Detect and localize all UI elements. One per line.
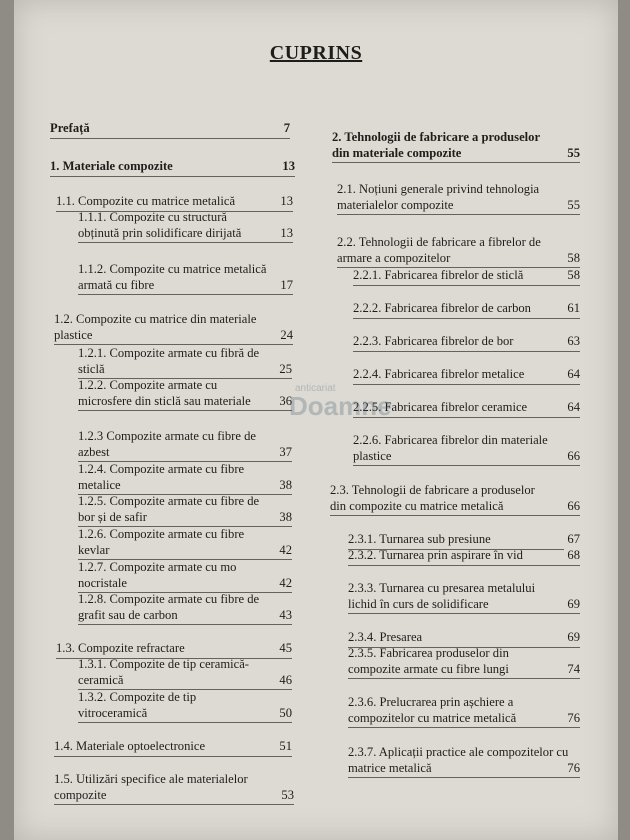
toc-entry-title: 1.2.4. Compozite armate cu fibre metalice [78, 462, 245, 492]
toc-entry-title: 2.3.3. Turnarea cu presarea metalului lichid în curs de solidificare [348, 581, 536, 611]
toc-entry-page: 50 [276, 706, 292, 722]
toc-entry-1-3-1[interactable] [78, 657, 292, 690]
toc-entry-title: 2.3.6. Prelucrarea prin așchiere a compozitelor cu matrice metalică [348, 695, 517, 725]
toc-entry-title: 2.3.4. Presarea [348, 630, 423, 644]
toc-entry-title: 2.3.2. Turnarea prin aspirare în vid [348, 548, 523, 562]
toc-entry-title: 1.2.1. Compozite armate cu fibră de sticlă [78, 346, 260, 376]
toc-entry-page: 64 [564, 367, 580, 383]
toc-entry-page: 63 [564, 334, 580, 350]
toc-entry-page: 55 [564, 146, 580, 162]
toc-entry-page: 42 [276, 543, 292, 559]
toc-entry-title: 1.1. Compozite cu matrice metalică [56, 194, 236, 208]
toc-entry-1-2-7[interactable] [78, 560, 292, 593]
toc-entry-1-1-2[interactable] [78, 262, 293, 295]
toc-entry-title: 1.2.5. Compozite armate cu fibre de bor și de safir [78, 494, 260, 524]
toc-entry-2-2[interactable] [337, 235, 580, 268]
toc-entry-page: 68 [564, 548, 580, 564]
toc-entry-title: 2.2.2. Fabricarea fibrelor de carbon [353, 301, 531, 315]
toc-entry-title: 1.1.1. Compozite cu structură obținută prin solidificare dirijată [78, 210, 242, 240]
page-title: CUPRINS [269, 42, 363, 64]
toc-entry-2-2-6[interactable] [353, 433, 580, 466]
toc-entry-title: 2.1. Noțiuni generale privind tehnologia materialelor compozite [337, 182, 540, 212]
toc-entry-page: 69 [564, 597, 580, 613]
toc-entry-title: Prefață [50, 121, 90, 135]
book-page [14, 0, 618, 840]
toc-entry-1-3[interactable] [56, 641, 292, 659]
toc-entry-page: 58 [564, 268, 580, 284]
toc-entry-2-1[interactable] [337, 182, 580, 215]
toc-entry-2-3-5[interactable] [348, 646, 580, 679]
toc-entry-title: 1.3.2. Compozite de tip vitroceramică [78, 690, 197, 720]
toc-entry-2-2-1[interactable] [353, 268, 580, 286]
toc-entry-title: 2.2. Tehnologii de fabricare a fibrelor de armare a compozitelor [337, 235, 541, 265]
toc-entry-title: 2.2.4. Fabricarea fibrelor metalice [353, 367, 525, 381]
toc-entry-2-3-1[interactable] [348, 532, 580, 550]
toc-entry-page: 67 [564, 532, 580, 548]
toc-entry-title: 2.2.1. Fabricarea fibrelor de sticlă [353, 268, 524, 282]
watermark-top-text: anticariat [295, 383, 336, 394]
toc-entry-title: 1.2.8. Compozite armate cu fibre de grafit sau de carbon [78, 592, 260, 622]
toc-entry-title: 1.5. Utilizări specifice ale materialelor compozite [54, 772, 248, 802]
toc-entry-title: 2.2.3. Fabricarea fibrelor de bor [353, 334, 514, 348]
toc-entry-page: 61 [564, 301, 580, 317]
toc-entry-1-1[interactable] [56, 194, 293, 212]
toc-entry-page: 58 [564, 251, 580, 267]
toc-entry-2-3-6[interactable] [348, 695, 580, 728]
toc-entry-page: 64 [564, 400, 580, 416]
toc-entry-title: 1.2. Compozite cu matrice din materiale plastice [54, 312, 257, 342]
toc-entry-2-3[interactable] [330, 483, 580, 516]
toc-entry-title: 1.2.2. Compozite armate cu microsfere din sticlă sau materiale [78, 378, 251, 408]
toc-entry-2-3-7[interactable] [348, 745, 580, 778]
toc-entry-page: 76 [564, 761, 580, 777]
toc-entry-1-2-2[interactable] [78, 378, 292, 411]
toc-entry-title: 1.3. Compozite refractare [56, 641, 185, 655]
toc-entry-page: 25 [276, 362, 292, 378]
toc-entry-page: 38 [276, 510, 292, 526]
toc-entry-page: 66 [564, 449, 580, 465]
toc-entry-page: 69 [564, 630, 580, 646]
toc-entry-page: 42 [276, 576, 292, 592]
watermark-logo [289, 383, 392, 429]
toc-entry-page: 13 [279, 159, 295, 175]
toc-entry-title: 2.2.6. Fabricarea fibrelor din materiale plastice [353, 433, 548, 463]
toc-entry-page: 51 [276, 739, 292, 755]
toc-entry-page: 13 [277, 194, 293, 210]
toc-entry-title: 2.2.5. Fabricarea fibrelor ceramice [353, 400, 528, 414]
toc-entry-1-2-4[interactable] [78, 462, 292, 495]
toc-entry-1-2-8[interactable] [78, 592, 292, 625]
toc-entry-1-2-3[interactable] [78, 429, 292, 462]
toc-entry-title: 2.3.5. Fabricarea produselor din compozite armate cu fibre lungi [348, 646, 509, 676]
toc-entry-title: 1.4. Materiale optoelectronice [54, 739, 206, 753]
toc-entry-page: 76 [564, 711, 580, 727]
toc-entry-title: 1.3.1. Compozite de tip ceramică-ceramică [78, 657, 250, 687]
toc-entry-title: 2.3.1. Turnarea sub presiune [348, 532, 491, 546]
toc-entry-1-1-1[interactable] [78, 210, 293, 243]
toc-entry-1-3-2[interactable] [78, 690, 292, 723]
toc-entry-2-2-2[interactable] [353, 301, 580, 319]
toc-entry-1-2-6[interactable] [78, 527, 292, 560]
toc-entry-1-4[interactable] [54, 739, 292, 757]
toc-entry-title: 1.2.3 Compozite armate cu fibre de azbest [78, 429, 256, 459]
toc-entry-title: 1.2.7. Compozite armate cu mo nocristale [78, 560, 237, 590]
toc-entry-2-2-4[interactable] [353, 367, 580, 385]
toc-entry-page: 37 [276, 445, 292, 461]
toc-entry-page: 53 [278, 788, 294, 804]
toc-entry-page: 46 [276, 673, 292, 689]
toc-entry-page: 45 [276, 641, 292, 657]
toc-entry-1-2-1[interactable] [78, 346, 292, 379]
toc-entry-page: 66 [564, 499, 580, 515]
toc-entry-prefata[interactable] [50, 121, 290, 139]
toc-entry-chapter-2[interactable] [332, 130, 580, 163]
toc-entry-2-2-3[interactable] [353, 334, 580, 352]
toc-entry-2-3-2[interactable] [348, 548, 580, 566]
toc-entry-title: 2.3.7. Aplicații practice ale compozitelor cu matrice metalică [348, 745, 569, 775]
watermark-main-text: Doamne [289, 391, 392, 421]
toc-entry-1-5[interactable] [54, 772, 294, 805]
toc-entry-title: 1.1.2. Compozite cu matrice metalică armată cu fibre [78, 262, 267, 292]
toc-entry-page: 55 [564, 198, 580, 214]
toc-entry-page: 43 [276, 608, 292, 624]
toc-entry-page: 7 [281, 121, 290, 137]
toc-entry-1-2-5[interactable] [78, 494, 292, 527]
toc-entry-page: 13 [277, 226, 293, 242]
toc-entry-1-2[interactable] [54, 312, 293, 345]
toc-entry-title: 2. Tehnologii de fabricare a produselor din materiale compozite [332, 130, 540, 160]
toc-entry-page: 74 [564, 662, 580, 678]
toc-entry-2-3-3[interactable] [348, 581, 580, 614]
toc-entry-page: 36 [276, 394, 292, 410]
toc-entry-2-3-4[interactable] [348, 630, 580, 648]
toc-entry-page: 38 [276, 478, 292, 494]
toc-entry-page: 17 [277, 278, 293, 294]
toc-entry-chapter-1[interactable] [50, 159, 295, 177]
toc-entry-title: 2.3. Tehnologii de fabricare a produselor din compozite cu matrice metalică [330, 483, 535, 513]
toc-entry-title: 1.2.6. Compozite armate cu fibre kevlar [78, 527, 245, 557]
toc-entry-title: 1. Materiale compozite [50, 159, 173, 173]
toc-entry-page: 24 [277, 328, 293, 344]
